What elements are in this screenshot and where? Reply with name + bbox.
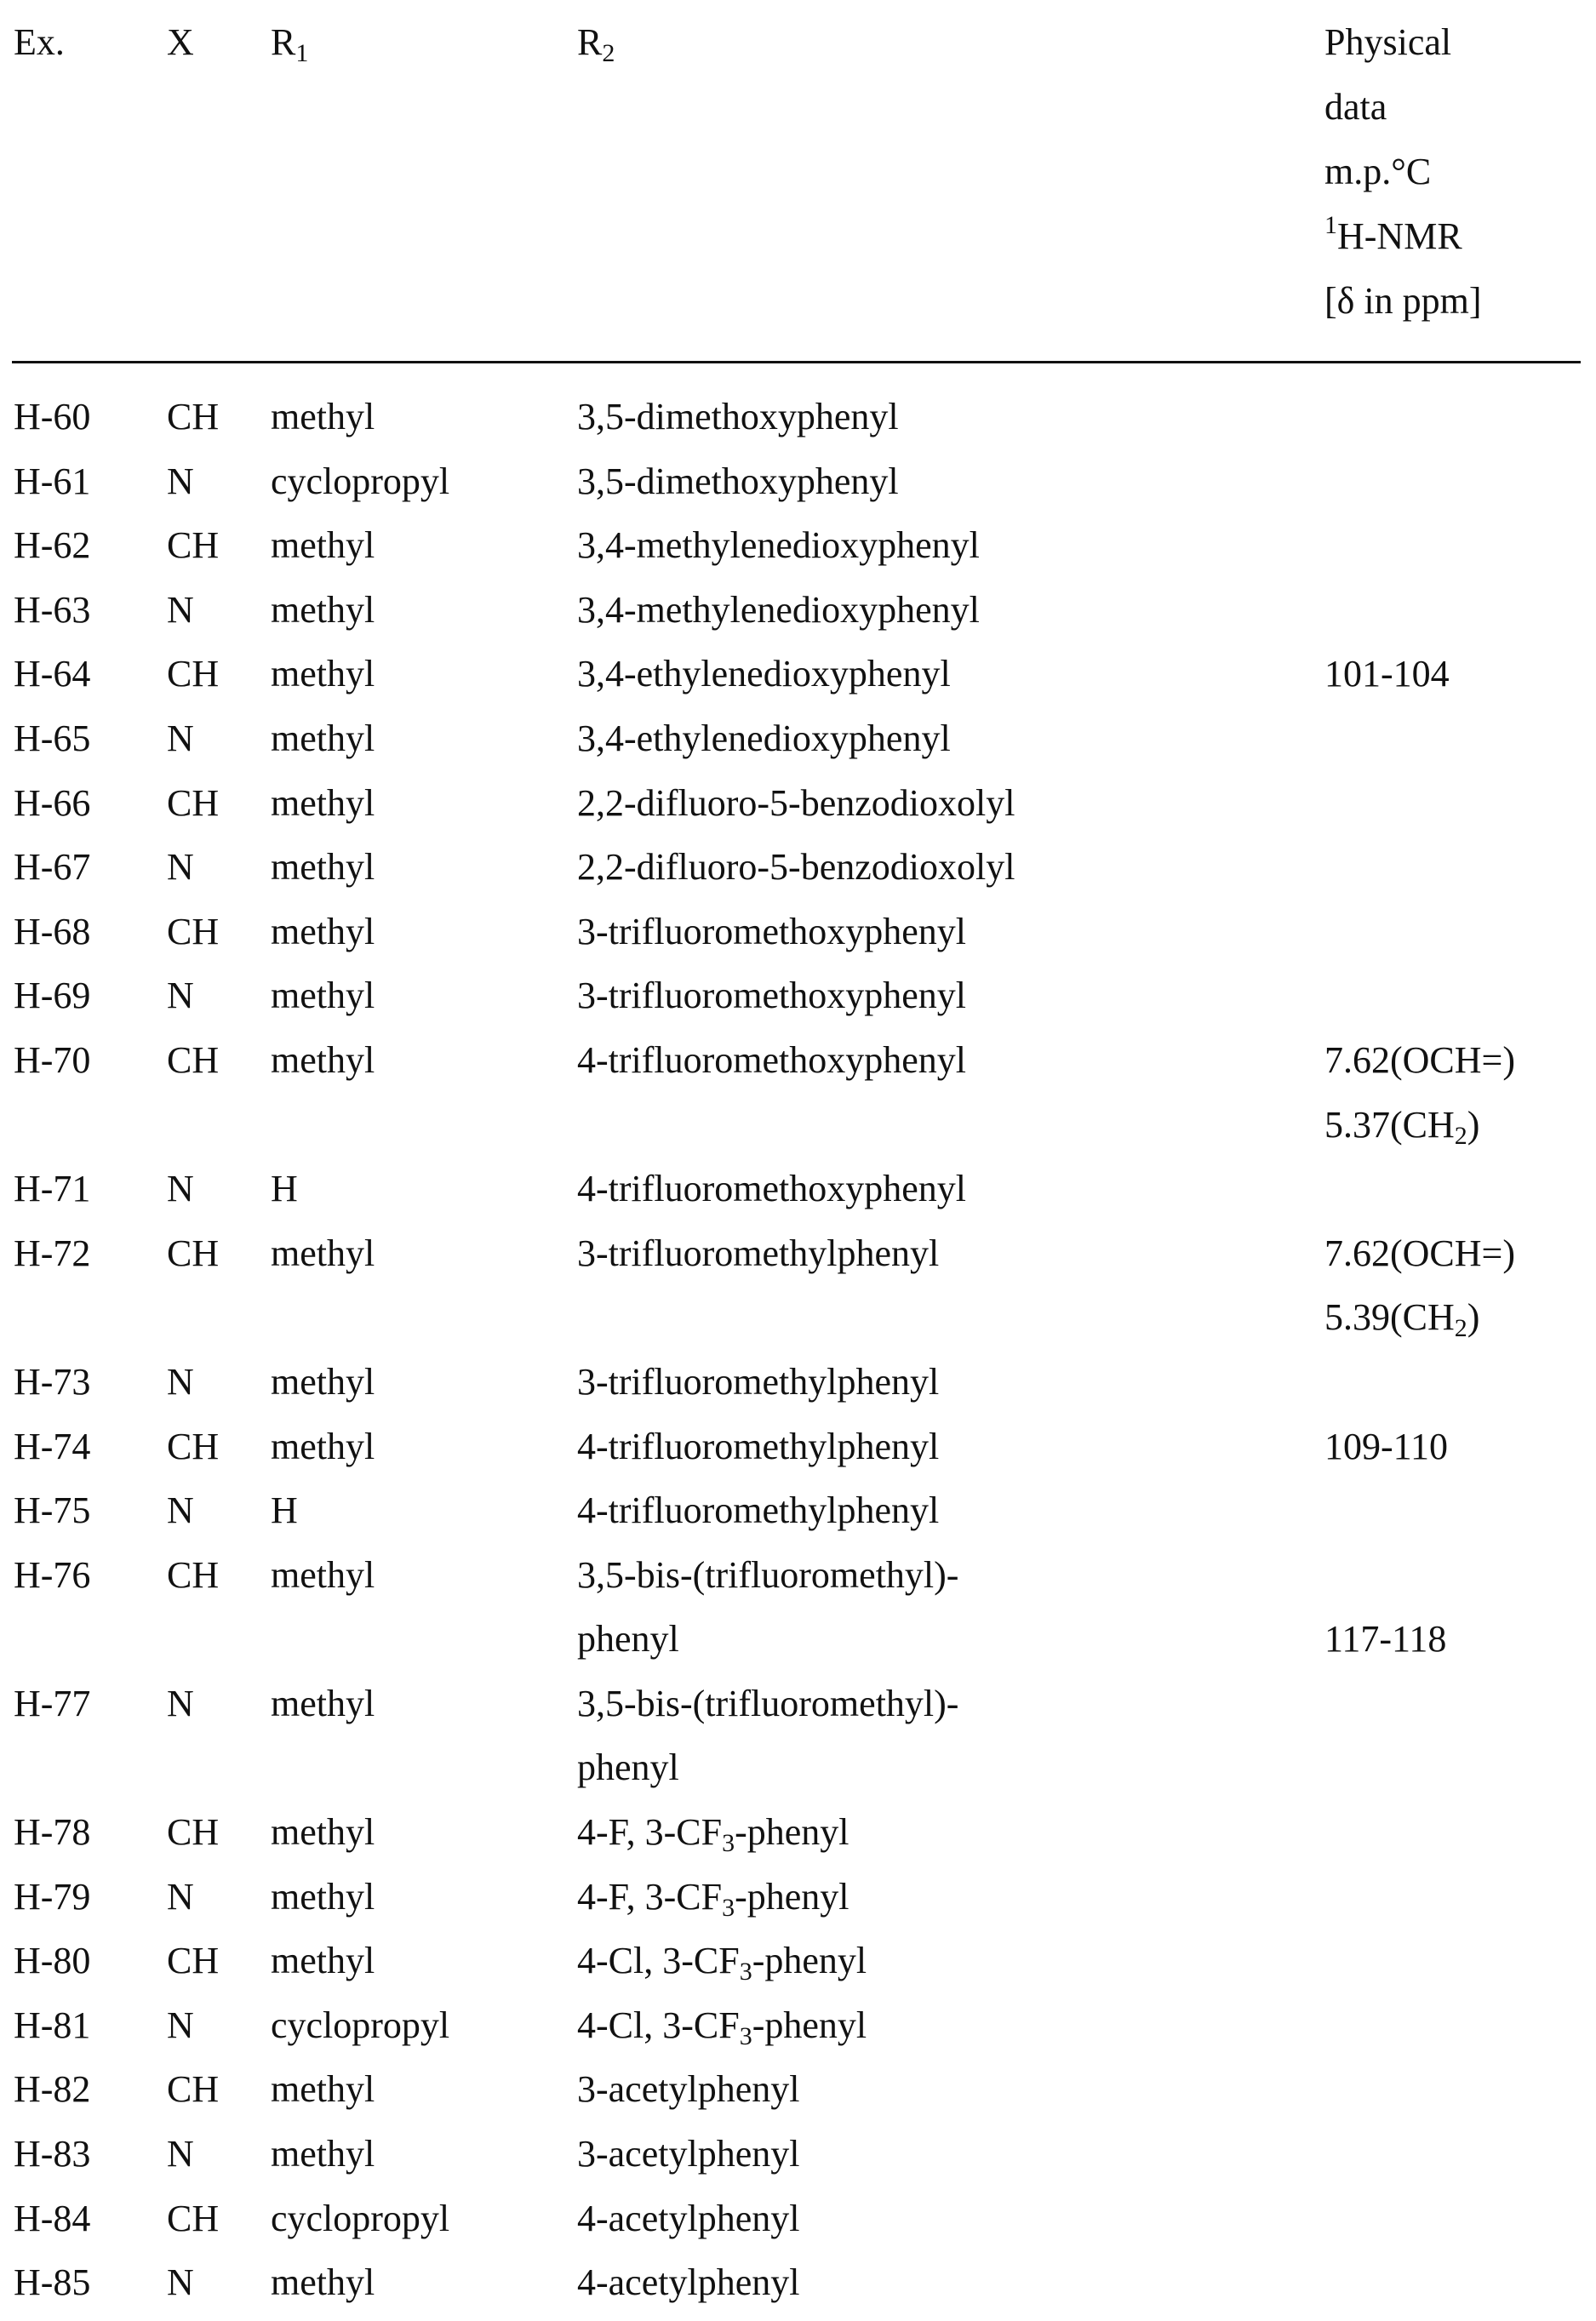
cell-x: N (167, 717, 194, 759)
cell-r1: methyl (271, 910, 375, 952)
cell-ex: H-71 (14, 1168, 91, 1210)
cell-x: CH (167, 1038, 220, 1081)
table-row (0, 513, 1596, 578)
cell-r2 (577, 1865, 849, 1929)
cell-ex: H-83 (14, 2133, 91, 2175)
cell-phys-line2 (1324, 1093, 1515, 1158)
cell-r2: 3-trifluoromethoxyphenyl (577, 910, 967, 952)
cell-r1: H (271, 1168, 298, 1210)
cell-r2-prefix: 4-Cl, 3-CF (577, 2004, 740, 2046)
cell-ex: H-69 (14, 975, 91, 1017)
cell-r1: methyl (271, 1038, 375, 1081)
cell-phys-line2-base: 5.39(CH (1324, 1296, 1455, 1339)
cell-r2: 4-acetylphenyl (577, 2197, 800, 2239)
cell-physical-data (1324, 1221, 1515, 1350)
cell-r2: 3-acetylphenyl (577, 2068, 800, 2111)
cell-x: CH (167, 524, 220, 567)
cell-phys-line2-end: ) (1467, 1103, 1480, 1146)
cell-ex: H-72 (14, 1232, 91, 1274)
cell-r2-subscript: 3 (722, 1829, 735, 1858)
table-row (0, 2057, 1596, 2122)
cell-ex: H-67 (14, 846, 91, 889)
cell-r2-line1: 3,5-bis-(trifluoromethyl)- (577, 1553, 959, 1596)
cell-ex: H-64 (14, 653, 91, 695)
cell-r2: 3-acetylphenyl (577, 2133, 800, 2175)
cell-r1: methyl (271, 846, 375, 889)
cell-ex: H-78 (14, 1811, 91, 1854)
cell-phys-line2: 117-118 (1324, 1618, 1447, 1661)
cell-ex: H-80 (14, 1940, 91, 1982)
table-row (0, 706, 1596, 771)
cell-r2-prefix: 4-F, 3-CF (577, 1875, 723, 1918)
cell-r1: methyl (271, 1940, 375, 1982)
table-row (0, 1415, 1596, 1479)
cell-r1: methyl (271, 1553, 375, 1596)
table-row (0, 1865, 1596, 1929)
cell-phys-line2-end: ) (1467, 1296, 1480, 1339)
cell-r2-prefix: 4-F, 3-CF (577, 1811, 723, 1854)
cell-ex: H-63 (14, 588, 91, 631)
cell-r1: methyl (271, 781, 375, 824)
cell-r2: 4-trifluoromethoxyphenyl (577, 1038, 967, 1081)
cell-r2: 4-trifluoromethylphenyl (577, 1425, 940, 1467)
header-nmr-line (1324, 204, 1482, 269)
cell-r2: 2,2-difluoro-5-benzodioxolyl (577, 846, 1015, 889)
table-row (0, 1993, 1596, 2058)
cell-x: CH (167, 653, 220, 695)
cell-physical-data (1324, 1028, 1515, 1157)
cell-r2: 3,4-methylenedioxyphenyl (577, 588, 980, 631)
cell-ex: H-76 (14, 1553, 91, 1596)
cell-r2-subscript: 3 (739, 2021, 752, 2050)
table-row (0, 1800, 1596, 1865)
cell-ex: H-79 (14, 1875, 91, 1918)
cell-r1: H (271, 1489, 298, 1532)
header-r2 (577, 10, 615, 75)
cell-r2: 3,5-dimethoxyphenyl (577, 460, 899, 502)
cell-x: N (167, 1682, 194, 1724)
cell-r2: 4-trifluoromethoxyphenyl (577, 1168, 967, 1210)
table-row (0, 2122, 1596, 2187)
cell-r1: methyl (271, 1875, 375, 1918)
cell-r1: methyl (271, 1682, 375, 1724)
table-row (0, 2187, 1596, 2251)
cell-x: CH (167, 910, 220, 952)
table-row (0, 771, 1596, 836)
cell-ex: H-65 (14, 717, 91, 759)
cell-x: N (167, 1360, 194, 1403)
header-mp-line: m.p.°C (1324, 151, 1432, 192)
cell-x: CH (167, 1940, 220, 1982)
cell-r2 (577, 1543, 958, 1672)
cell-x: CH (167, 1425, 220, 1467)
cell-x: N (167, 2004, 194, 2046)
table-row (0, 835, 1596, 900)
cell-x: N (167, 975, 194, 1017)
cell-x: N (167, 846, 194, 889)
table-row (0, 642, 1596, 706)
cell-ex: H-81 (14, 2004, 91, 2046)
cell-r1: methyl (271, 2261, 375, 2304)
table-row (0, 1350, 1596, 1415)
header-r1-subscript: 1 (295, 39, 309, 67)
cell-r2-suffix: -phenyl (735, 1811, 849, 1854)
header-physical-line: Physical (1324, 21, 1452, 63)
cell-x: CH (167, 781, 220, 824)
cell-ex: H-85 (14, 2261, 91, 2304)
cell-phys-line2-subscript: 2 (1454, 1314, 1467, 1343)
cell-x: N (167, 2261, 194, 2304)
cell-x: N (167, 460, 194, 502)
cell-ex: H-82 (14, 2068, 91, 2111)
cell-phys-line1: 7.62(OCH=) (1324, 1038, 1516, 1081)
cell-r2-line2: phenyl (577, 1618, 679, 1661)
cell-ex: H-62 (14, 524, 91, 567)
table-row (0, 1478, 1596, 1543)
cell-x: N (167, 1489, 194, 1532)
cell-ex: H-77 (14, 1682, 91, 1724)
cell-ex: H-60 (14, 396, 91, 437)
cell-r2-line2: phenyl (577, 1746, 679, 1789)
cell-r2: 3,5-dimethoxyphenyl (577, 396, 899, 437)
cell-r2 (577, 1672, 958, 1800)
table-row (0, 449, 1596, 514)
cell-r1: methyl (271, 975, 375, 1017)
cell-physical-data (1324, 1543, 1446, 1672)
cell-r1: methyl (271, 2068, 375, 2111)
cell-x: CH (167, 1232, 220, 1274)
cell-r2: 4-trifluoromethylphenyl (577, 1489, 940, 1532)
cell-phys-line2 (1324, 1285, 1515, 1350)
table-row (0, 900, 1596, 964)
cell-r2: 3-trifluoromethylphenyl (577, 1360, 940, 1403)
table-row (0, 385, 1596, 449)
cell-ex: H-73 (14, 1360, 91, 1403)
cell-ex: H-66 (14, 781, 91, 824)
table-row (0, 963, 1596, 1028)
header-x: X (167, 21, 194, 63)
cell-r2-subscript: 3 (722, 1893, 735, 1922)
header-r2-base: R (577, 21, 603, 63)
cell-ex: H-61 (14, 460, 91, 502)
cell-r2 (577, 1800, 849, 1865)
cell-r1: methyl (271, 524, 375, 567)
cell-r2: 3,4-ethylenedioxyphenyl (577, 653, 951, 695)
header-r2-subscript: 2 (602, 39, 615, 67)
table-row (0, 1157, 1596, 1221)
cell-r1: cyclopropyl (271, 460, 450, 502)
cell-phys-line2-base: 5.37(CH (1324, 1103, 1455, 1146)
cell-x: CH (167, 1811, 220, 1854)
cell-r1: methyl (271, 1360, 375, 1403)
cell-r1: methyl (271, 1425, 375, 1467)
cell-r1: cyclopropyl (271, 2197, 450, 2239)
cell-ex: H-70 (14, 1038, 91, 1081)
cell-x: N (167, 1168, 194, 1210)
header-r1 (271, 10, 308, 75)
cell-r2-subscript: 3 (739, 1958, 752, 1987)
cell-physical-data: 101-104 (1324, 653, 1450, 695)
cell-r2-suffix: -phenyl (752, 1940, 867, 1982)
cell-r1: methyl (271, 2133, 375, 2175)
cell-r1: methyl (271, 396, 375, 437)
table-row (0, 578, 1596, 643)
cell-r1: methyl (271, 653, 375, 695)
table-row (0, 1221, 1596, 1350)
table-row (0, 1543, 1596, 1672)
table-row (0, 1672, 1596, 1800)
cell-r1: methyl (271, 717, 375, 759)
cell-ex: H-75 (14, 1489, 91, 1532)
header-data-line: data (1324, 86, 1387, 128)
header-physical-data (1324, 10, 1482, 334)
cell-r2-prefix: 4-Cl, 3-CF (577, 1940, 740, 1982)
cell-ex: H-74 (14, 1425, 91, 1467)
cell-r2-suffix: -phenyl (752, 2004, 867, 2046)
cell-r2: 3-trifluoromethoxyphenyl (577, 975, 967, 1017)
cell-r2: 3-trifluoromethylphenyl (577, 1232, 940, 1274)
cell-x: CH (167, 1553, 220, 1596)
cell-r2 (577, 1929, 867, 1993)
header-ex: Ex. (14, 21, 65, 63)
cell-x: N (167, 588, 194, 631)
cell-r1: methyl (271, 1232, 375, 1274)
cell-r2-suffix: -phenyl (735, 1875, 849, 1918)
cell-x: N (167, 2133, 194, 2175)
table-body (0, 385, 1596, 2315)
table-row (0, 1929, 1596, 1993)
cell-x: CH (167, 2068, 220, 2111)
cell-x: N (167, 1875, 194, 1918)
cell-r2: 3,4-ethylenedioxyphenyl (577, 717, 951, 759)
cell-r2: 3,4-methylenedioxyphenyl (577, 524, 980, 567)
cell-x: CH (167, 396, 220, 437)
cell-r1: cyclopropyl (271, 2004, 450, 2046)
cell-physical-data: 109-110 (1324, 1425, 1449, 1467)
header-r1-base: R (271, 21, 296, 63)
header-nmr-text: H-NMR (1337, 215, 1462, 257)
table-row (0, 1028, 1596, 1157)
cell-r2: 2,2-difluoro-5-benzodioxolyl (577, 781, 1015, 824)
cell-r2-line1: 3,5-bis-(trifluoromethyl)- (577, 1682, 959, 1724)
cell-ex: H-68 (14, 910, 91, 952)
cell-phys-line1: 7.62(OCH=) (1324, 1232, 1516, 1274)
cell-r1: methyl (271, 1811, 375, 1854)
header-rule (12, 361, 1581, 363)
cell-x: CH (167, 2197, 220, 2239)
cell-r2: 4-acetylphenyl (577, 2261, 800, 2304)
header-delta-line: [δ in ppm] (1324, 280, 1482, 322)
cell-phys-line2-subscript: 2 (1454, 1121, 1467, 1150)
cell-r2 (577, 1993, 867, 2058)
table-row (0, 2250, 1596, 2315)
header-nmr-superscript: 1 (1324, 211, 1337, 239)
cell-ex: H-84 (14, 2197, 91, 2239)
cell-r1: methyl (271, 588, 375, 631)
